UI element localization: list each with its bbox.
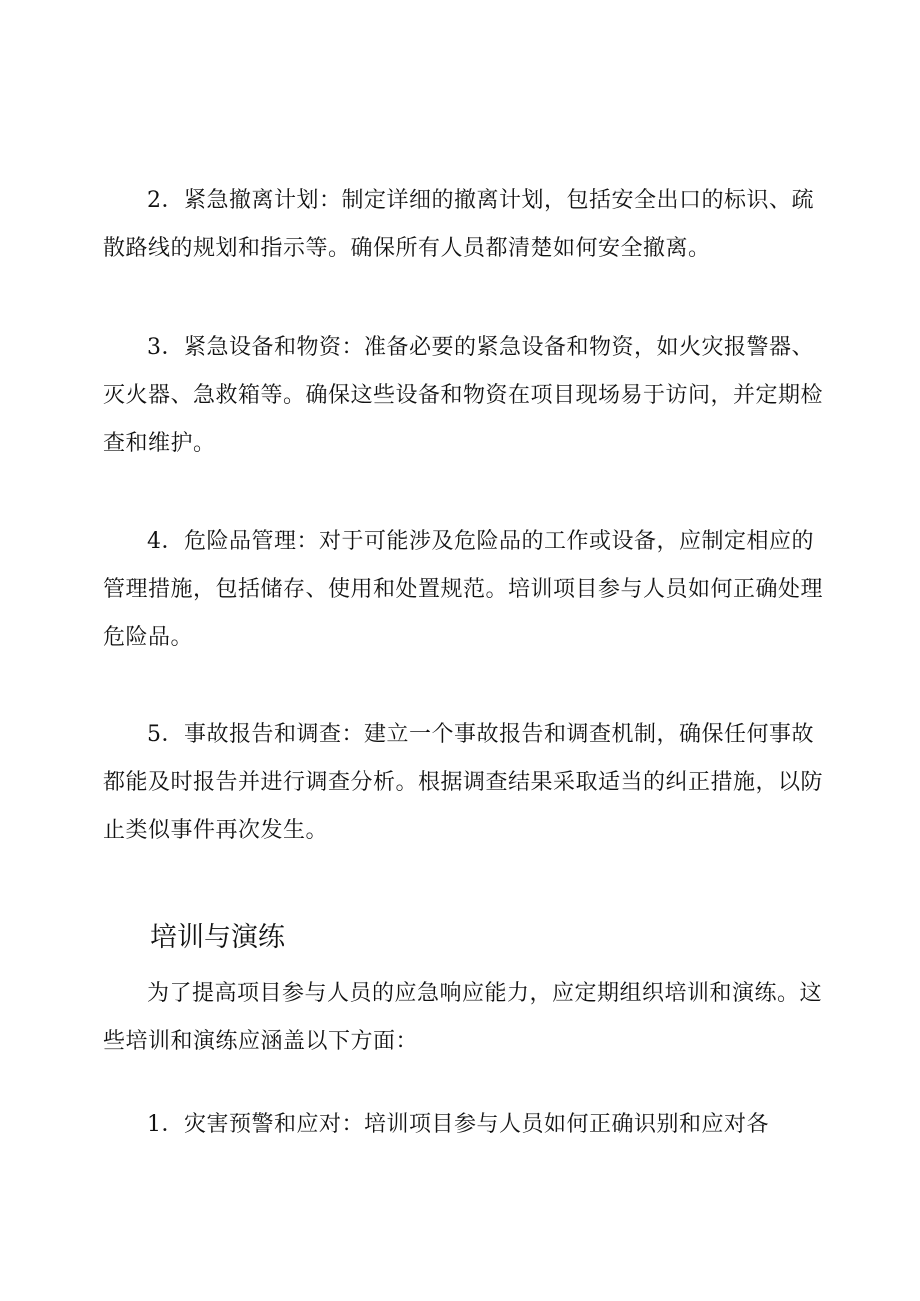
paragraph-item-2: 2．紧急撤离计划：制定详细的撤离计划，包括安全出口的标识、疏散路线的规划和指示等。确保所有人员都清楚如何安全撤离。 <box>103 188 814 261</box>
paragraph-item-4: 4．危险品管理：对于可能涉及危险品的工作或设备，应制定相应的管理措施，包括储存、使用和处置规范。培训项目参与人员如何正确处理危险品。 <box>103 529 824 650</box>
paragraph-item-5: 5．事故报告和调查：建立一个事故报告和调查机制，确保任何事故都能及时报告并进行调查分析。根据调查结果采取适当的纠正措施，以防止类似事件再次发生。 <box>103 722 824 843</box>
section-heading: 培训与演练 <box>150 922 285 953</box>
intro-paragraph: 为了提高项目参与人员的应急响应能力，应定期组织培训和演练。这些培训和演练应涵盖以下方面： <box>103 981 823 1054</box>
paragraph-item-3: 3．紧急设备和物资：准备必要的紧急设备和物资，如火灾报警器、灭火器、急救箱等。确保这些设备和物资在项目现场易于访问，并定期检查和维护。 <box>103 335 824 456</box>
training-item-1: 1．灾害预警和应对：培训项目参与人员如何正确识别和应对各 <box>147 1112 769 1137</box>
